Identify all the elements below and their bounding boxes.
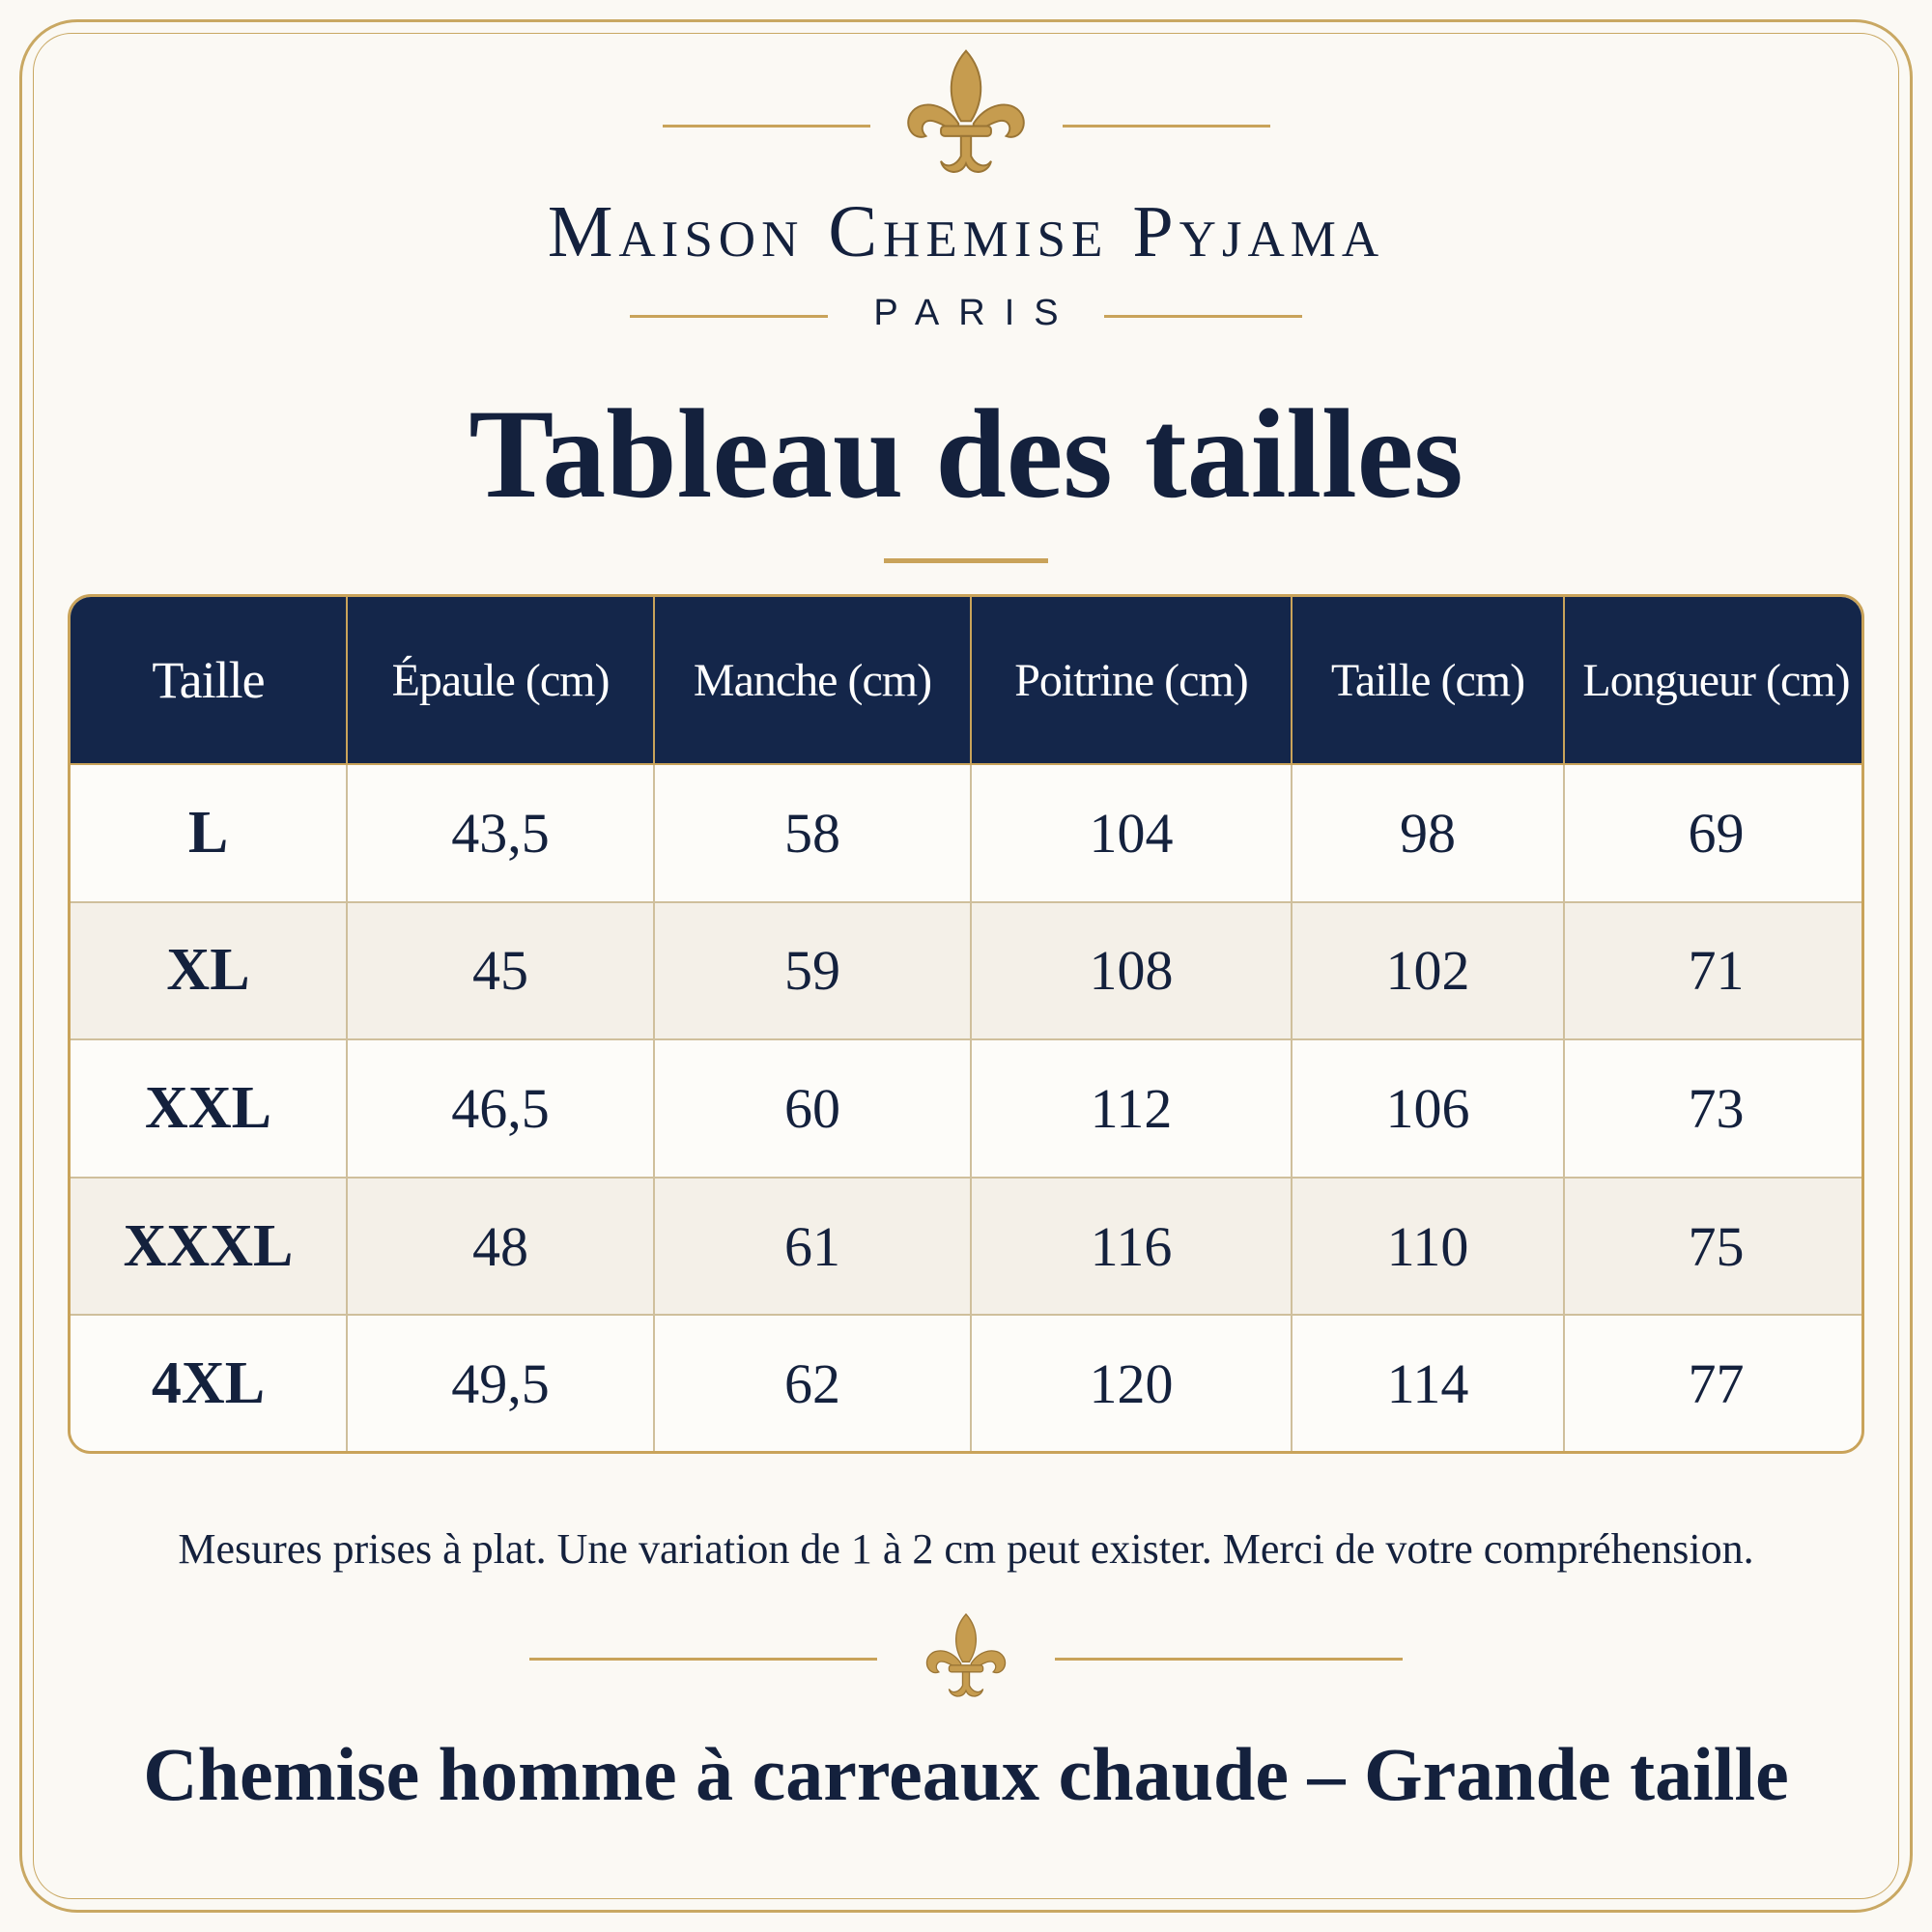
fleur-de-lis-icon bbox=[923, 1611, 1009, 1702]
cell-sleeve: 59 bbox=[654, 902, 971, 1040]
title-underline bbox=[884, 558, 1048, 563]
cell-waist: 98 bbox=[1292, 764, 1564, 902]
cell-shoulder: 45 bbox=[347, 902, 654, 1040]
cell-size: XXXL bbox=[71, 1178, 347, 1316]
header-chest: Poitrine (cm) bbox=[971, 597, 1292, 764]
product-title: Chemise homme à carreaux chaude – Grande taille bbox=[143, 1732, 1789, 1816]
cell-waist: 106 bbox=[1292, 1039, 1564, 1178]
cell-length: 77 bbox=[1564, 1315, 1864, 1451]
table-row bbox=[71, 1039, 1864, 1178]
cell-length: 69 bbox=[1564, 764, 1864, 902]
fleur-de-lis-icon bbox=[903, 48, 1029, 179]
cell-chest: 108 bbox=[971, 902, 1292, 1040]
cell-chest: 104 bbox=[971, 764, 1292, 902]
cell-size: XXL bbox=[71, 1039, 347, 1178]
cell-shoulder: 46,5 bbox=[347, 1039, 654, 1178]
cell-waist: 102 bbox=[1292, 902, 1564, 1040]
bottom-rule-right bbox=[1055, 1658, 1403, 1661]
measurement-note: Mesures prises à plat. Une variation de 1 à 2 cm peut exister. Merci de votre compréhension. bbox=[178, 1525, 1754, 1573]
brand-city: PARIS bbox=[873, 293, 1078, 333]
cell-chest: 120 bbox=[971, 1315, 1292, 1451]
cell-sleeve: 62 bbox=[654, 1315, 971, 1451]
header-length: Longueur (cm) bbox=[1564, 597, 1864, 764]
cell-chest: 112 bbox=[971, 1039, 1292, 1178]
header-waist: Taille (cm) bbox=[1292, 597, 1564, 764]
page-title: Tableau des tailles bbox=[469, 383, 1463, 525]
cell-sleeve: 60 bbox=[654, 1039, 971, 1178]
header-sleeve: Manche (cm) bbox=[654, 597, 971, 764]
top-rule-left bbox=[663, 125, 870, 128]
cell-size: L bbox=[71, 764, 347, 902]
table-row bbox=[71, 902, 1864, 1040]
header-shoulder: Épaule (cm) bbox=[347, 597, 654, 764]
top-rule-right bbox=[1063, 125, 1270, 128]
bottom-rule-left bbox=[529, 1658, 877, 1661]
cell-length: 73 bbox=[1564, 1039, 1864, 1178]
size-table-container bbox=[68, 594, 1864, 1454]
cell-size: 4XL bbox=[71, 1315, 347, 1451]
table-row bbox=[71, 1315, 1864, 1451]
table-row bbox=[71, 764, 1864, 902]
cell-length: 71 bbox=[1564, 902, 1864, 1040]
cell-sleeve: 61 bbox=[654, 1178, 971, 1316]
cell-chest: 116 bbox=[971, 1178, 1292, 1316]
cell-shoulder: 43,5 bbox=[347, 764, 654, 902]
cell-waist: 110 bbox=[1292, 1178, 1564, 1316]
cell-length: 75 bbox=[1564, 1178, 1864, 1316]
cell-waist: 114 bbox=[1292, 1315, 1564, 1451]
cell-shoulder: 48 bbox=[347, 1178, 654, 1316]
table-row bbox=[71, 1178, 1864, 1316]
cell-sleeve: 58 bbox=[654, 764, 971, 902]
brand-name: Maison Chemise Pyjama bbox=[547, 191, 1385, 272]
cell-shoulder: 49,5 bbox=[347, 1315, 654, 1451]
header-size: Taille bbox=[71, 597, 347, 764]
table-header-row bbox=[71, 597, 1864, 764]
cell-size: XL bbox=[71, 902, 347, 1040]
size-table bbox=[71, 597, 1864, 1451]
